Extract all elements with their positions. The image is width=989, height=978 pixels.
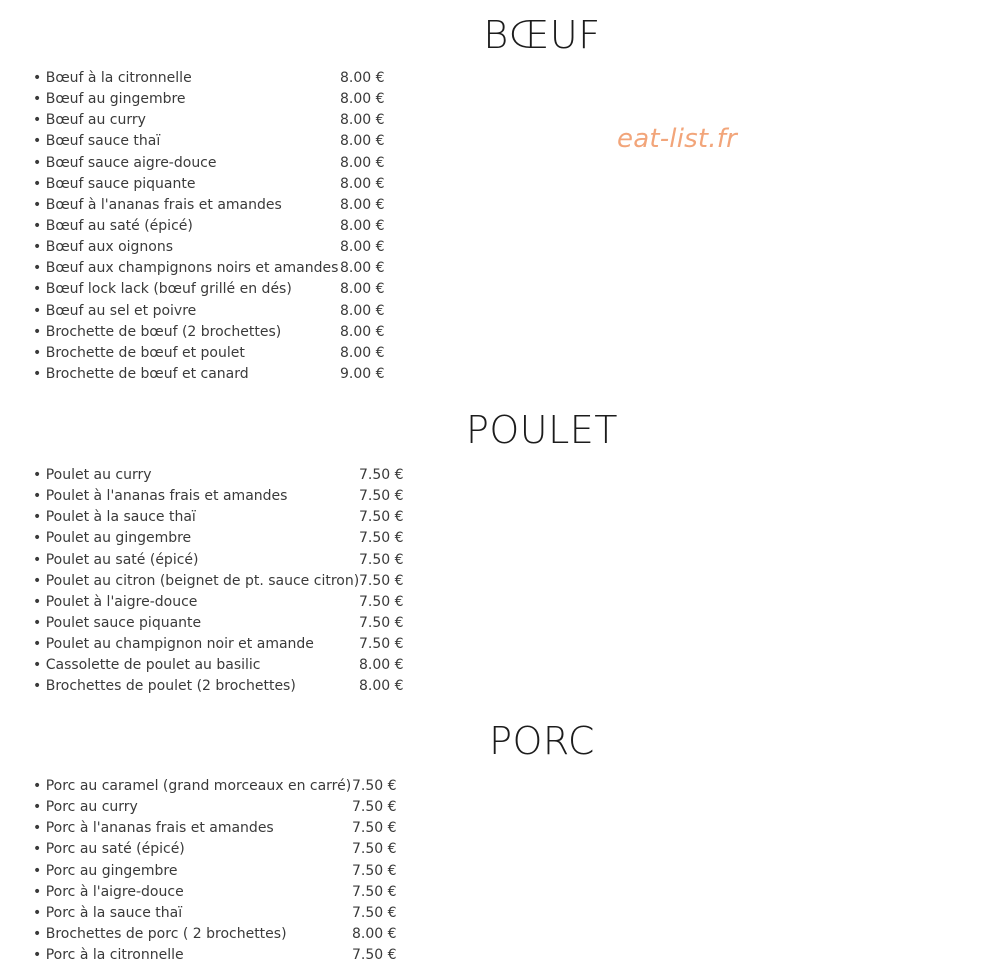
menu-item-price: 8.00 €: [340, 196, 385, 213]
menu-item-name: • Poulet à l'ananas frais et amandes: [33, 488, 288, 505]
menu-item-price: 8.00 €: [340, 154, 385, 171]
menu-item-name: • Porc au caramel (grand morceaux en carré): [33, 778, 352, 794]
menu-item-price: 8.00 €: [340, 133, 385, 150]
menu-item-name: • Poulet au champignon noir et amande: [33, 636, 314, 653]
menu-item-name: • Poulet au citron (beignet de pt. sauce citron): [33, 572, 360, 589]
menu-item-name: • Porc au saté (épicé): [33, 841, 185, 858]
menu-item-price: 7.50 €: [359, 467, 404, 483]
menu-item-price: 8.00 €: [359, 678, 404, 695]
menu-item-name: • Brochettes de poulet (2 brochettes): [33, 678, 296, 695]
menu-item-name: • Porc à l'ananas frais et amandes: [33, 820, 274, 837]
menu-item-price: 7.50 €: [359, 551, 404, 568]
section-title-porc: PORC: [489, 719, 595, 763]
menu-item-price: 7.50 €: [359, 614, 404, 631]
menu-item-name: • Bœuf à l'ananas frais et amandes: [33, 196, 282, 213]
menu-item-name: • Bœuf lock lack (bœuf grillé en dés): [33, 281, 292, 298]
menu-item-name: • Porc au curry: [33, 799, 138, 816]
menu-item-name: • Poulet au gingembre: [33, 530, 192, 547]
menu-item-name: • Porc au gingembre: [33, 862, 178, 879]
menu-item-price: 7.50 €: [352, 778, 397, 794]
menu-item-price: 7.50 €: [352, 904, 397, 921]
section-title-boeuf: BŒUF: [483, 13, 601, 57]
menu-item-price: 8.00 €: [340, 112, 385, 129]
menu-item-price: 7.50 €: [359, 572, 404, 589]
menu-item-price: 8.00 €: [340, 344, 385, 361]
menu-item-name: • Bœuf au saté (épicé): [33, 217, 193, 234]
menu-item-name: • Bœuf aux oignons: [33, 239, 174, 256]
menu-item-name: • Poulet sauce piquante: [33, 614, 202, 631]
menu-item-price: 9.00 €: [340, 365, 385, 382]
menu-item-price: 7.50 €: [359, 488, 404, 505]
menu-item-name: • Poulet à l'aigre-douce: [33, 593, 198, 610]
menu-item-price: 7.50 €: [352, 862, 397, 879]
menu-item-price: 8.00 €: [359, 657, 404, 674]
menu-item-price: 7.50 €: [359, 636, 404, 653]
menu-item-name: • Bœuf à la citronnelle: [33, 70, 192, 86]
menu-item-price: 8.00 €: [340, 239, 385, 256]
menu-item-price: 8.00 €: [352, 925, 397, 942]
menu-item-name: • Poulet au saté (épicé): [33, 551, 199, 568]
menu-item-name: • Bœuf au sel et poivre: [33, 302, 197, 319]
menu-item-name: • Poulet au curry: [33, 467, 152, 483]
menu-item-name: • Bœuf sauce aigre-douce: [33, 154, 217, 171]
menu-item-price: 7.50 €: [352, 820, 397, 837]
menu-item-price: 7.50 €: [359, 593, 404, 610]
menu-item-name: • Cassolette de poulet au basilic: [33, 657, 261, 674]
menu-item-name: • Bœuf au gingembre: [33, 91, 186, 108]
menu-item-name: • Bœuf aux champignons noirs et amandes: [33, 260, 339, 277]
menu-item-name: • Porc à la sauce thaï: [33, 904, 183, 921]
menu-item-name: • Brochette de bœuf (2 brochettes): [33, 323, 282, 340]
menu-item-price: 8.00 €: [340, 281, 385, 298]
menu-item-price: 7.50 €: [359, 530, 404, 547]
watermark-text: eat-list.fr: [617, 124, 737, 154]
menu-item-price: 7.50 €: [352, 799, 397, 816]
menu-item-name: • Bœuf sauce piquante: [33, 175, 196, 192]
menu-item-price: 7.50 €: [352, 947, 397, 964]
menu-item-price: 8.00 €: [340, 217, 385, 234]
menu-item-name: • Brochettes de porc ( 2 brochettes): [33, 925, 287, 942]
menu-item-price: 8.00 €: [340, 260, 385, 277]
menu-item-name: • Bœuf au curry: [33, 112, 146, 129]
menu-item-price: 8.00 €: [340, 302, 385, 319]
menu-item-price: 8.00 €: [340, 91, 385, 108]
menu-item-name: • Bœuf sauce thaï: [33, 133, 161, 150]
menu-item-price: 8.00 €: [340, 70, 385, 86]
menu-item-price: 8.00 €: [340, 323, 385, 340]
menu-item-price: 8.00 €: [340, 175, 385, 192]
menu-item-price: 7.50 €: [352, 883, 397, 900]
menu-item-name: • Poulet à la sauce thaï: [33, 509, 196, 526]
menu-item-price: 7.50 €: [352, 841, 397, 858]
menu-item-name: • Porc à l'aigre-douce: [33, 883, 184, 900]
menu-item-price: 7.50 €: [359, 509, 404, 526]
section-title-poulet: POULET: [465, 408, 619, 452]
menu-item-name: • Brochette de bœuf et canard: [33, 365, 249, 382]
menu-item-name: • Brochette de bœuf et poulet: [33, 344, 245, 361]
menu-item-name: • Porc à la citronnelle: [33, 947, 184, 964]
